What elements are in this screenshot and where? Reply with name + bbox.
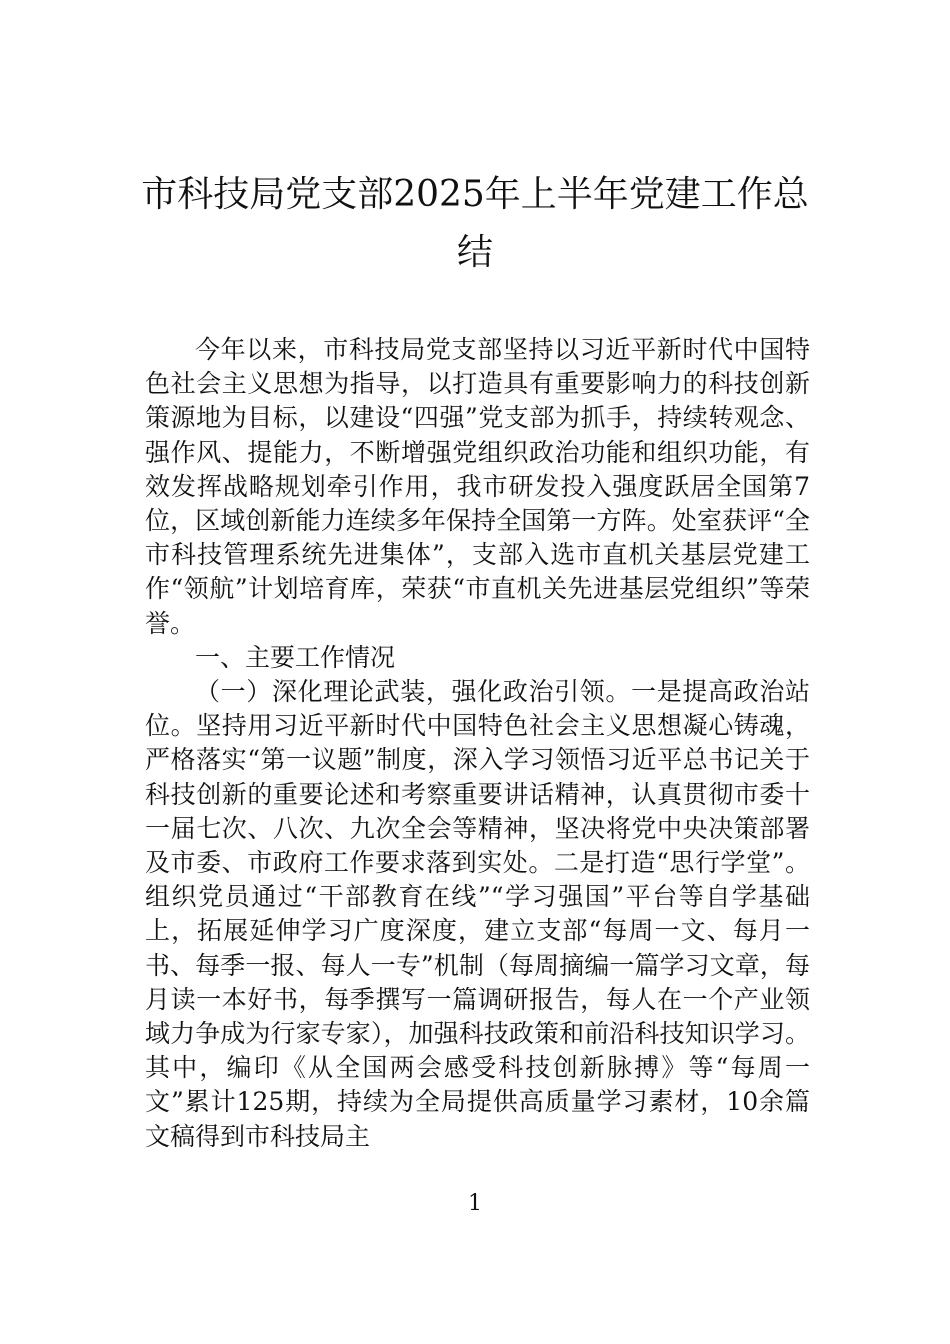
document-body — [145, 333, 810, 1154]
subsection-paragraph: （一）深化理论武装，强化政治引领。一是提高政治站位。坚持用习近平新时代中国特色社会主义思想凝心铸魂，严格落实“第一议题”制度，深入学习领悟习近平总书记关于科技创新的重要论述和考察重要讲话精神，认真贯彻市委十一届七次、八次、九次全会等精神，坚决将党中央决策部署及市委、市政府工作要求落到实处。二是打造“思行学堂”。组织党员通过“干部教育在线”“学习强国”平台等自学基础上，拓展延伸学习广度深度，建立支部“每周一文、每月一书、每季一报、每人一专”机制（每周摘编一篇学习文章，每月读一本好书，每季撰写一篇调研报告，每人在一个产业领域力争成为行家专家），加强科技政策和前沿科技知识学习。其中，编印《从全国两会感受科技创新脉搏》等“每周一文”累计125期，持续为全局提供高质量学习素材，10余篇文稿得到市科技局主 — [145, 677, 810, 1151]
document-title: 市科技局党支部2025年上半年党建工作总结 — [141, 174, 809, 273]
page-number: 1 — [468, 1191, 482, 1216]
intro-paragraph: 今年以来，市科技局党支部坚持以习近平新时代中国特色社会主义思想为指导，以打造具有重要影响力的科技创新策源地为目标，以建设“四强”党支部为抓手，持续转观念、强作风、提能力，不断增强党组织政治功能和组织功能，有效发挥战略规划牵引作用，我市研发投入强度跃居全国第7位，区域创新能力连续多年保持全国第一方阵。处室获评“全市科技管理系统先进集体”，支部入选市直机关基层党建工作“领航”计划培育库，荣获“市直机关先进基层党组织”等荣誉。 — [145, 335, 810, 638]
section-heading: 一、主要工作情况 — [195, 642, 396, 672]
